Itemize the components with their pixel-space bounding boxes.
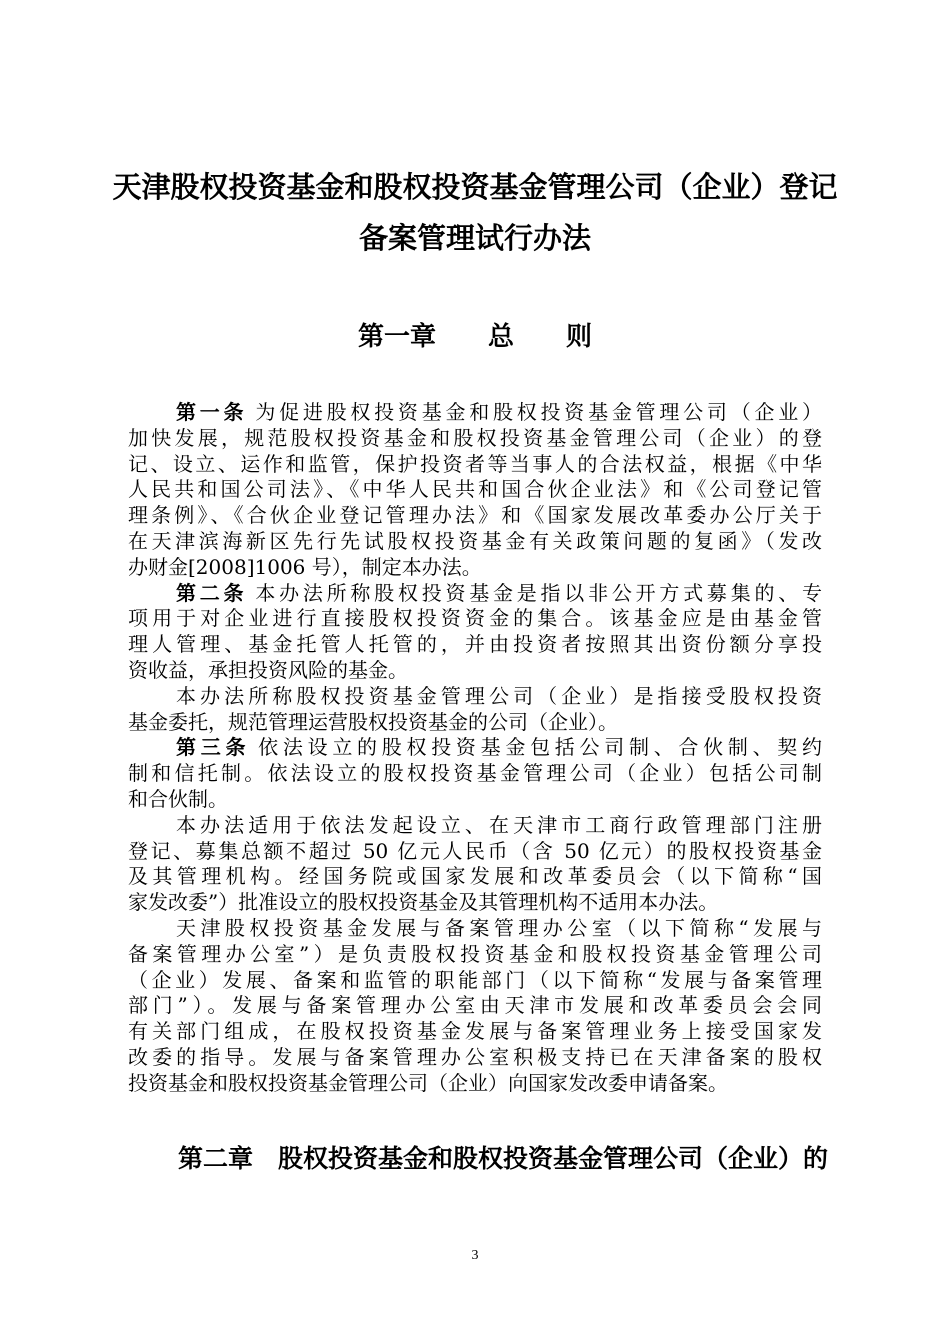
body-line: 资收益，承担投资风险的基金。 [128,657,408,682]
article-2-label: 第二条 [176,580,248,605]
body-line: 改委的指导。发展与备案管理办公室积极支持已在天津备案的股权 [128,1044,822,1069]
document-body [128,400,822,1097]
article-1-line-1 [128,400,822,426]
article-2-text: 本办法所称股权投资基金是指以非公开方式募集的、专 [255,580,823,605]
body-line: 办财金[2008]1006 号），制定本办法。 [128,554,482,579]
body-line: 记、设立、运作和监管，保护投资者等当事人的合法权益，根据《中华 [128,451,822,476]
body-line: 理人管理、基金托管人托管的，并由投资者按照其出资份额分享投 [128,632,822,657]
page-number: 3 [471,1248,479,1263]
body-line: 人民共和国公司法》、《中华人民共和国合伙企业法》和《公司登记管 [128,477,822,502]
body-line: 备案管理办公室”）是负责股权投资基金和股权投资基金管理公司 [128,941,822,966]
body-line: 本办法适用于依法发起设立、在天津市工商行政管理部门注册 [176,812,822,837]
article-3-text: 依法设立的股权投资基金包括公司制、合伙制、契约 [258,735,823,760]
body-line: 有关部门组成，在股权投资基金发展与备案管理业务上接受国家发 [128,1019,822,1044]
chapter-2-heading: 第二章 股权投资基金和股权投资基金管理公司（企业）的 [178,1144,829,1173]
body-line: 在天津滨海新区先行先试股权投资基金有关政策问题的复函》（发改 [128,528,822,553]
body-line: 部门”）。发展与备案管理办公室由天津市发展和改革委员会会同 [128,993,822,1018]
body-line: 基金委托，规范管理运营股权投资基金的公司（企业）。 [128,709,618,734]
body-line: 登记、募集总额不超过 50 亿元人民币（含 50 亿元）的股权投资基金 [128,838,822,863]
body-line: 本办法所称股权投资基金管理公司（企业）是指接受股权投资 [176,683,822,708]
document-title-line-1: 天津股权投资基金和股权投资基金管理公司（企业）登记 [112,170,838,204]
body-line: 制和信托制。依法设立的股权投资基金管理公司（企业）包括公司制 [128,761,822,786]
article-3-label: 第三条 [176,735,251,760]
article-1-label: 第一条 [176,400,248,424]
body-line: 和合伙制。 [128,786,228,811]
article-3-line-1 [128,735,822,761]
body-line: （企业）发展、备案和监管的职能部门（以下简称“发展与备案管理 [128,967,822,992]
body-line: 天津股权投资基金发展与备案管理办公室（以下简称“发展与 [176,915,822,940]
body-line: 家发改委”）批准设立的股权投资基金及其管理机构不适用本办法。 [128,890,719,915]
body-line: 理条例》、《合伙企业登记管理办法》和《国家发展改革委办公厅关于 [128,503,822,528]
chapter-1-heading: 第一章 总 则 [357,322,592,352]
body-line: 项用于对企业进行直接股权投资资金的集合。该基金应是由基金管 [128,606,822,631]
body-line: 及其管理机构。经国务院或国家发展和改革委员会（以下简称“国 [128,864,822,889]
body-line: 投资基金和股权投资基金管理公司（企业）向国家发改委申请备案。 [128,1070,728,1095]
article-1-text: 为促进股权投资基金和股权投资基金管理公司（企业） [255,400,823,424]
article-2-line-1 [128,581,822,607]
document-title-line-2: 备案管理试行办法 [358,221,591,255]
body-line: 加快发展，规范股权投资基金和股权投资基金管理公司（企业）的登 [128,425,822,450]
